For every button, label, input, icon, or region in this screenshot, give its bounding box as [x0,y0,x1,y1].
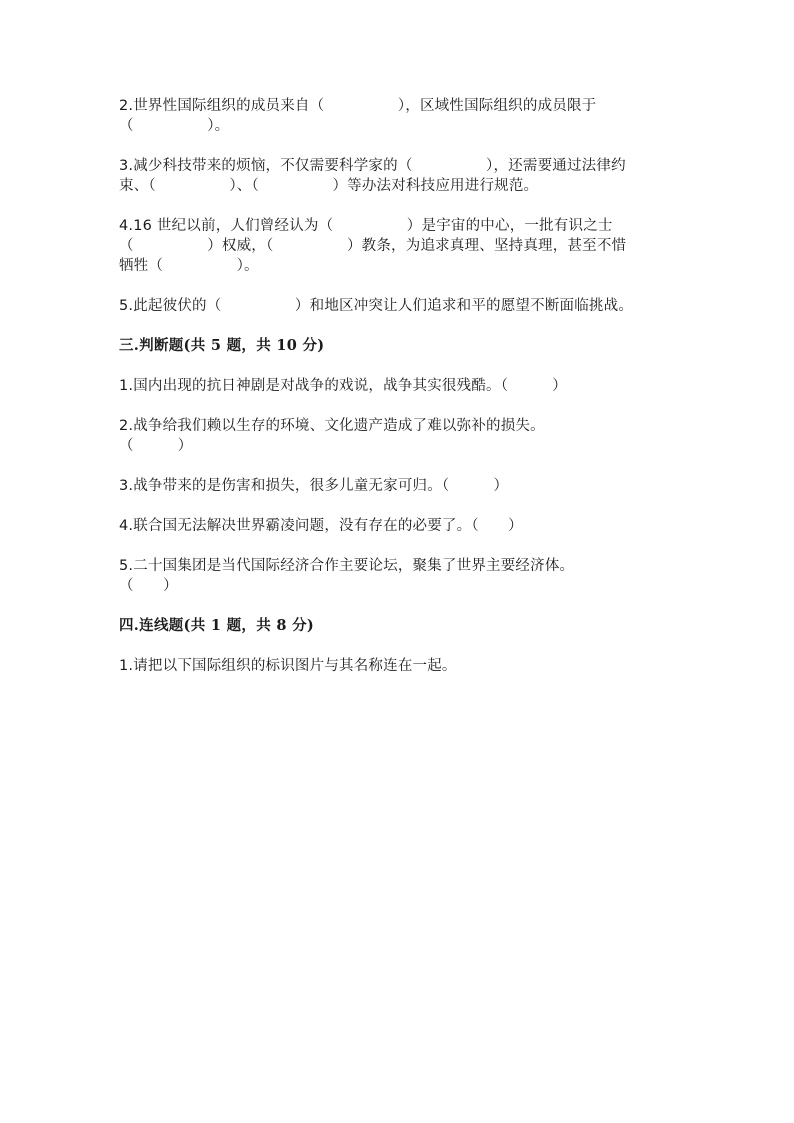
true-false-question-2 [119,416,679,456]
question-line: 1.请把以下国际组织的标识图片与其名称连在一起。 [119,658,457,674]
section-title-true-false: 三.判断题(共 5 题，共 10 分) [119,337,325,354]
question-line: 1.国内出现的抗日神剧是对战争的戏说，战争其实很残酷。（ ） [119,378,567,394]
question-line: （ ） [119,438,193,454]
question-line: 3.减少科技带来的烦恼，不仅需要科学家的（ ），还需要通过法律约 [119,158,626,174]
fill-blank-question-4 [119,216,679,276]
section-title-matching: 四.连线题(共 1 题，共 8 分) [119,617,315,634]
question-line: （ ）。 [119,118,230,134]
question-line: 牺牲（ ）。 [119,258,259,274]
question-line: 3.战争带来的是伤害和损失，很多儿童无家可归。（ ） [119,478,509,494]
question-line: 4.16 世纪以前，人们曾经认为（ ）是宇宙的中心，一批有识之士 [119,218,613,234]
true-false-question-4 [119,516,679,536]
true-false-question-3 [119,476,679,496]
question-line: 5.此起彼伏的（ ）和地区冲突让人们追求和平的愿望不断面临挑战。 [119,298,634,314]
fill-blank-question-3 [119,156,679,196]
true-false-question-5 [119,556,679,596]
question-line: 2.世界性国际组织的成员来自（ ），区域性国际组织的成员限于 [119,98,597,114]
question-line: 5.二十国集团是当代国际经济合作主要论坛，聚集了世界主要经济体。 [119,558,575,574]
question-line: 束、（ ）、（ ）等办法对科技应用进行规范。 [119,178,539,194]
fill-blank-question-2 [119,96,679,136]
question-line: 4.联合国无法解决世界霸凌问题，没有存在的必要了。（ ） [119,518,523,534]
question-line: （ ） [119,578,178,594]
true-false-question-1 [119,376,679,396]
exam-page [119,96,679,696]
matching-question-1 [119,656,679,676]
fill-blank-question-5 [119,296,679,316]
question-line: （ ）权威，（ ）教条，为追求真理、坚持真理，甚至不惜 [119,238,627,254]
question-line: 2.战争给我们赖以生存的环境、文化遗产造成了难以弥补的损失。 [119,418,545,434]
